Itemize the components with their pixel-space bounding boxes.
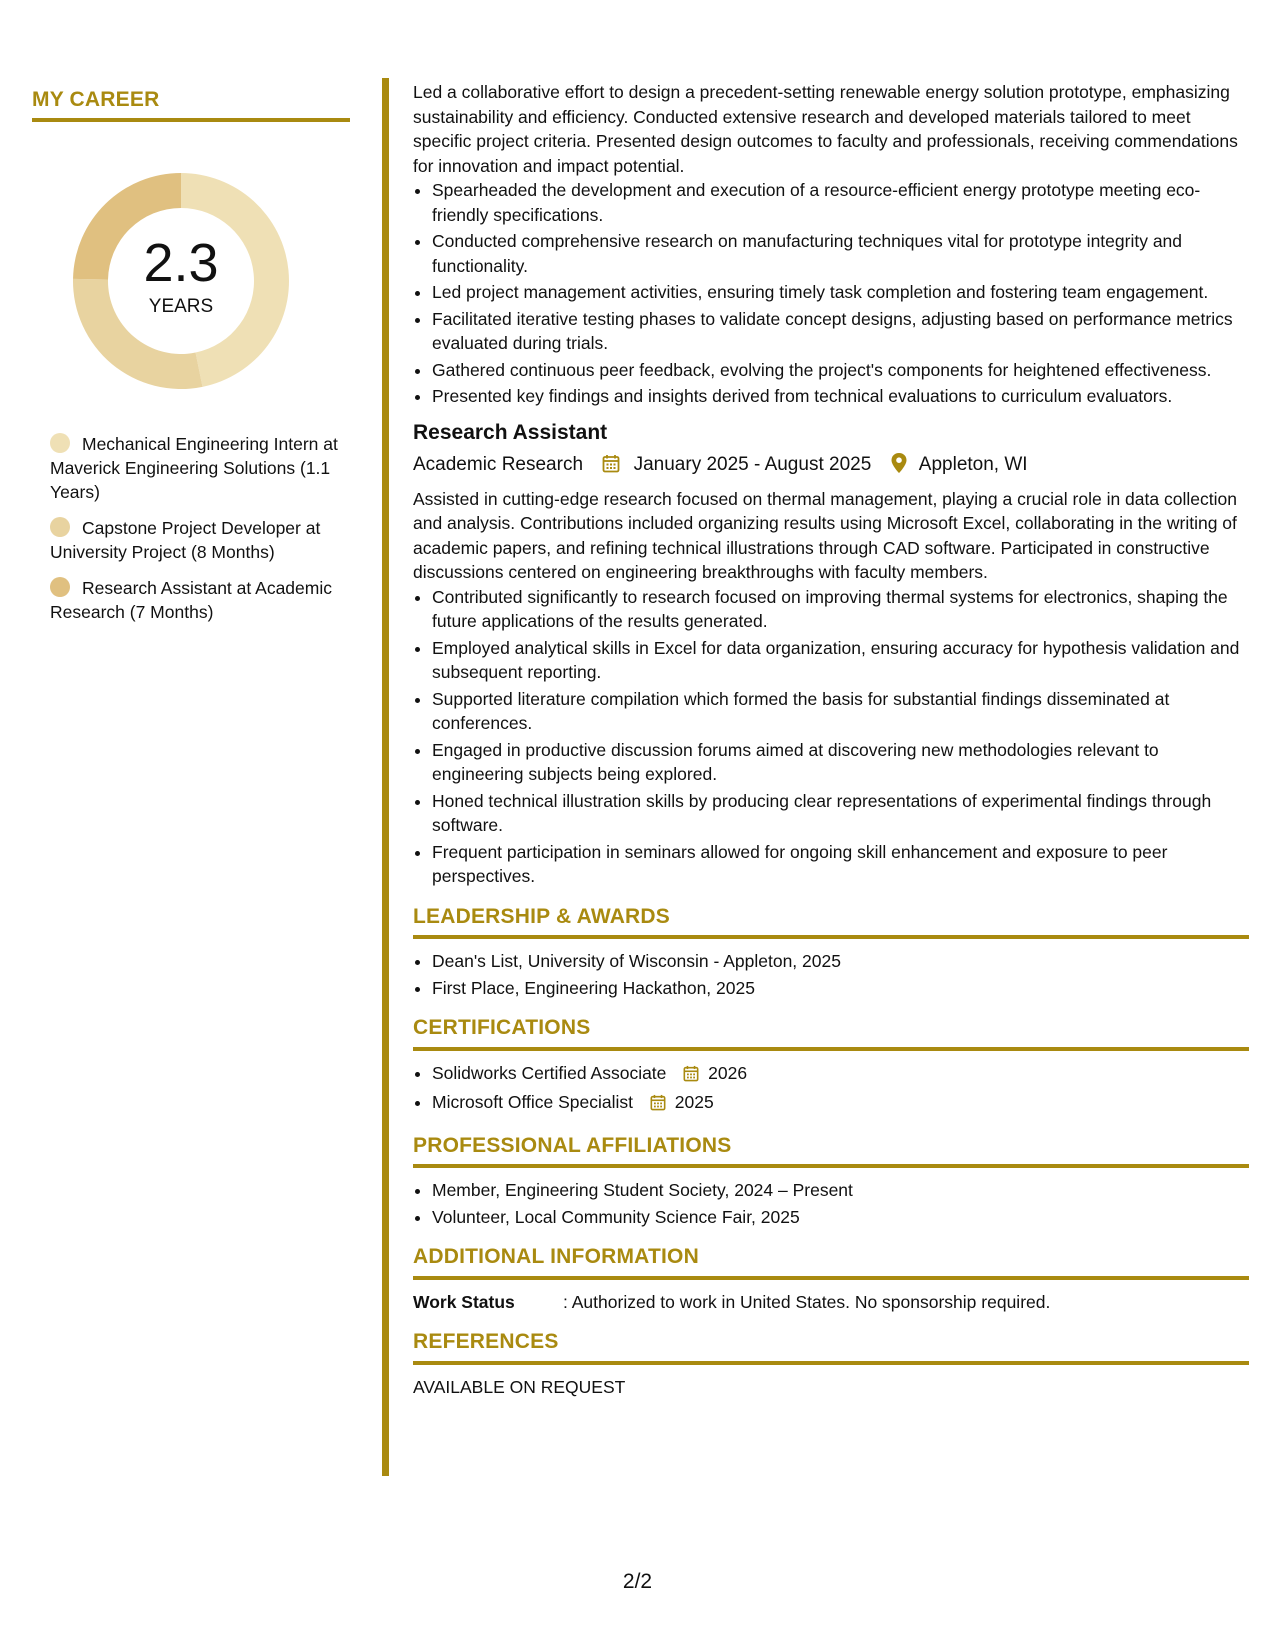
- legend-dot: [50, 577, 70, 597]
- legend-item: [50, 576, 340, 624]
- project-bullets: [413, 178, 1249, 409]
- work-status-value: : Authorized to work in United States. No sponsorship required.: [563, 1291, 1051, 1312]
- research-bullets: [413, 585, 1249, 889]
- leadership-heading: LEADERSHIP & AWARDS: [413, 905, 1249, 940]
- list-item: • Employed analytical skills in Excel for data organization, ensuring accuracy for hypothesis validation and subsequent reporting.: [432, 636, 1249, 685]
- page-number: 2/2: [622, 1570, 653, 1593]
- cert-name: Solidworks Certified Associate: [432, 1062, 667, 1083]
- column-divider: [382, 78, 389, 1476]
- list-item: • Supported literature compilation which formed the basis for substantial findings disseminated at conferences.: [432, 687, 1249, 736]
- research-summary: Assisted in cutting-edge research focused on thermal management, playing a crucial role in data collection and analysis. Contributions included organizing results using Microsoft Excel, collaborating in the writing of academic papers, and refining technical illustrations through CAD software. Participated in constructive discussions centered on engineering breakthroughs with faculty members.: [413, 488, 1237, 582]
- career-donut-chart: [66, 166, 296, 396]
- affiliations-list: [413, 1178, 1249, 1229]
- work-status-row: [413, 1290, 1249, 1315]
- legend-dot: [50, 517, 70, 537]
- references-heading: REFERENCES: [413, 1330, 1249, 1365]
- calendar-icon: [650, 1093, 666, 1118]
- cert-name: Microsoft Office Specialist: [432, 1092, 633, 1112]
- list-item: • Presented key findings and insights derived from technical evaluations to curriculum evaluators.: [432, 384, 1249, 409]
- references-text: AVAILABLE ON REQUEST: [413, 1376, 626, 1397]
- certifications-heading: CERTIFICATIONS: [413, 1016, 1249, 1051]
- donut-total-unit: YEARS: [148, 296, 214, 317]
- job-location: Appleton, WI: [918, 453, 1028, 475]
- career-legend: [50, 432, 340, 624]
- calendar-icon: [602, 453, 620, 483]
- work-status-label: Work Status: [413, 1291, 515, 1312]
- calendar-icon: [683, 1064, 699, 1089]
- list-item: • Facilitated iterative testing phases to validate concept designs, adjusting based on performance metrics evaluated during trials.: [432, 307, 1249, 356]
- list-item: • Gathered continuous peer feedback, evolving the project's components for heightened effectiveness.: [432, 358, 1249, 383]
- job-meta: [413, 450, 1249, 483]
- additional-info-heading: ADDITIONAL INFORMATION: [413, 1245, 1249, 1280]
- list-item: [432, 1061, 1249, 1089]
- job-dates: January 2025 - August 2025: [633, 453, 872, 475]
- job-organization: Academic Research: [413, 453, 584, 475]
- legend-dot: [50, 433, 70, 453]
- certifications-list: [413, 1061, 1249, 1118]
- legend-item: [50, 432, 340, 504]
- legend-item: [50, 516, 340, 564]
- list-item: [432, 1090, 1249, 1118]
- location-pin-icon: [891, 453, 907, 483]
- list-item: • Volunteer, Local Community Science Fair, 2025: [432, 1205, 1249, 1230]
- legend-label: Capstone Project Developer at University Project (8 Months): [50, 518, 321, 562]
- job-title: Research Assistant: [413, 420, 608, 444]
- legend-label: Mechanical Engineering Intern at Maverick Engineering Solutions (1.1 Years): [50, 434, 338, 502]
- career-panel: [32, 88, 352, 636]
- affiliations-heading: PROFESSIONAL AFFILIATIONS: [413, 1134, 1249, 1169]
- list-item: • Contributed significantly to research focused on improving thermal systems for electronics, shaping the future applications of the results generated.: [432, 585, 1249, 634]
- list-item: • Dean's List, University of Wisconsin - Appleton, 2025: [432, 949, 1249, 974]
- project-summary: Led a collaborative effort to design a precedent-setting renewable energy solution prototype, emphasizing sustainability and efficiency. Conducted extensive research and developed materials tailored to meet specific project criteria. Presented design outcomes to faculty and professionals, receiving commendations for innovation and impact potential.: [413, 82, 1238, 176]
- career-heading: MY CAREER: [32, 88, 350, 122]
- legend-label: Research Assistant at Academic Research (7 Months): [50, 578, 332, 622]
- list-item: • First Place, Engineering Hackathon, 2025: [432, 976, 1249, 1001]
- donut-total-value: 2.3: [143, 233, 219, 293]
- cert-year: 2025: [674, 1092, 714, 1112]
- list-item: • Frequent participation in seminars allowed for ongoing skill enhancement and exposure to peer perspectives.: [432, 840, 1249, 889]
- main-content: [413, 80, 1249, 1399]
- list-item: • Member, Engineering Student Society, 2024 – Present: [432, 1178, 1249, 1203]
- list-item: • Engaged in productive discussion forums aimed at discovering new methodologies relevant to engineering subjects being explored.: [432, 738, 1249, 787]
- list-item: • Spearheaded the development and execution of a resource-efficient energy prototype meeting eco-friendly specifications.: [432, 178, 1249, 227]
- list-item: • Led project management activities, ensuring timely task completion and fostering team engagement.: [432, 280, 1249, 305]
- list-item: • Conducted comprehensive research on manufacturing techniques vital for prototype integrity and functionality.: [432, 229, 1249, 278]
- list-item: • Honed technical illustration skills by producing clear representations of experimental findings through software.: [432, 789, 1249, 838]
- leadership-list: [413, 949, 1249, 1000]
- cert-year: 2026: [708, 1062, 748, 1083]
